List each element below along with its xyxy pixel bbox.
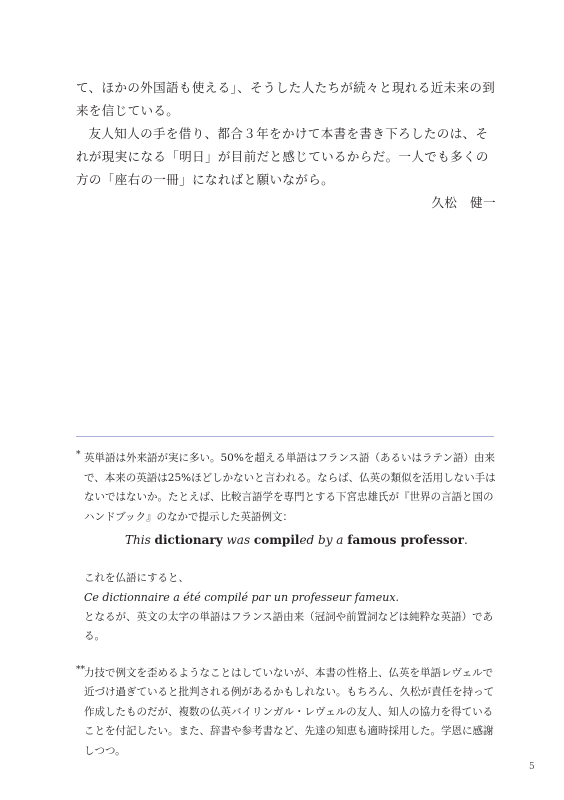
french-lead: これを仏語にすると、 xyxy=(84,571,189,584)
english-example xyxy=(125,531,496,551)
example-period: . xyxy=(463,533,468,547)
example-word: ed by a xyxy=(299,533,348,547)
example-word: This xyxy=(125,533,155,547)
footnote-mark: * xyxy=(76,450,81,460)
page-number: 5 xyxy=(529,762,535,772)
example-word-bold: dictionary xyxy=(154,533,223,547)
footnote-mark: ** xyxy=(76,664,85,675)
author-signature: 久松 健一 xyxy=(431,195,496,210)
footnote-2 xyxy=(76,664,496,762)
footnote-1-conclusion: となるが、英文の太字の単語はフランス語由来（冠詞や前置詞などは純粋な英語）である。 xyxy=(84,610,494,642)
paragraph-1: て、ほかの外国語も使える」、そうした人たちが続々と現れる近未来の到来を信じている。 xyxy=(76,80,496,118)
paragraph-2: 友人知人の手を借り、都合３年をかけて本書を書き下ろしたのは、それが現実になる「明日」が目前だと感じているからだ。一人でも多くの方の「座右の一冊」になればと願いながら。 xyxy=(76,126,489,187)
footnotes xyxy=(76,449,496,761)
main-text xyxy=(76,76,496,214)
footnote-1 xyxy=(76,449,496,647)
example-word-bold: famous professor xyxy=(347,533,464,547)
example-word-bold: compil xyxy=(253,533,300,547)
footnote-2-text: 力技で例文を歪めるようなことはしていないが、本書の性格上、仏英を単語レヴェルで近づけ過ぎていると批判される例があるかもしれない。もちろん、久松が責任を持って作成したものだが、複数の仏英バイリンガル・レヴェルの友人、知人の協力を得ていることを付記したい。また、辞書や参考書など、先達の知恵も適時採用した。学恩に感謝しつつ。 xyxy=(84,666,495,757)
footnote-1-text: 英単語は外来語が実に多い。50%を超える単語はフランス語（あるいはラテン語）由来で、本来の英語は25%ほどしかないと言われる。ならば、仏英の類似を活用しない手はないではないか。たとえば、比較言語学を専門とする下宮忠雄氏が『世界の言語と国のハンドブック』のなかで提示した英語例文： xyxy=(84,452,496,523)
footnote-divider xyxy=(76,436,494,437)
french-example: Ce dictionnaire a été compilé par un professeur fameux. xyxy=(84,591,400,604)
example-word: was xyxy=(222,533,254,547)
